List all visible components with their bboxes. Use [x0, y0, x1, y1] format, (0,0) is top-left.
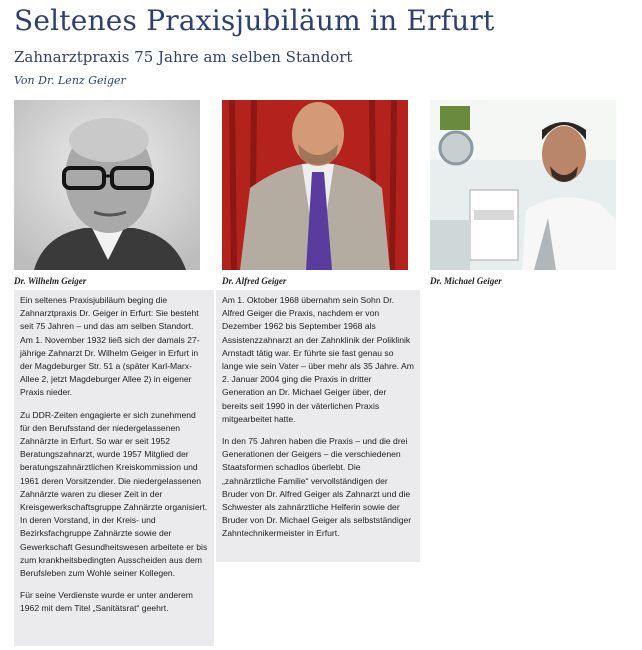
photo-wilhelm-geiger: [14, 100, 200, 270]
portrait-color-image: [222, 100, 408, 270]
photo-alfred-geiger: [222, 100, 408, 270]
paragraph: Ein seltenes Praxisjubiläum beging die Zahnarztpraxis Dr. Geiger in Erfurt: Sie besteht seit 75 Jahren – und das am selben Standort. Am 1. November 1932 ließ sich der damals 27-jährige Zahnarzt Dr. Wilhelm Geiger in Erfurt in der Magdeburger Str. 51 a (später Karl-Marx-Allee 2, jetzt Magdeburger Allee 2) in eigener Praxis nieder.: [20, 295, 200, 398]
paragraph: In den 75 Jahren haben die Praxis – und die drei Generationen der Geigers – die verschiedenen Staatsformen schadlos überlebt. Die „zahnärztliche Familie“ vervollständigen der Bruder von Dr. Alfred Geiger als Zahnarzt und die Schwester als zahnärztliche Helferin sowie der Bruder von Dr. Michael Geiger als selbstständiger Zahntechnikermeister in Erfurt.: [222, 436, 412, 539]
caption-alfred-geiger: Dr. Alfred Geiger: [222, 276, 287, 286]
photo-michael-geiger: [430, 100, 616, 270]
caption-wilhelm-geiger: Dr. Wilhelm Geiger: [14, 276, 87, 286]
article-title: Seltenes Praxisjubiläum in Erfurt: [14, 4, 495, 37]
text-column-left: [14, 290, 214, 646]
paragraph: Zu DDR-Zeiten engagierte er sich zunehmend für den Berufsstand der niedergelassenen Zahnärzte in Erfurt. So war er seit 1952 Beratungszahnarzt, wurde 1957 Mitglied der beratungszahnärztlichen Kreiskommission und 1961 deren Vorsitzender. Die niedergelassenen Zahnärzte waren zu dieser Zeit in der Kreisgewerkschaftsgruppe Zahnärzte organisiert. In deren Vorstand, in der Kreis- und Bezirksfachgruppe Zahnärzte sowie der Gewerkschaft Gesundheitswesen arbeitete er bis zum krankheitsbedingten Ausscheiden aus dem Berufsleben zum Wohle seiner Kollegen.: [20, 409, 208, 579]
paragraph: Für seine Verdienste wurde er unter anderem 1962 mit dem Titel „Sanitätsrat“ geehrt.: [20, 590, 193, 614]
article-subtitle: Zahnarztpraxis 75 Jahre am selben Standort: [14, 48, 353, 66]
article-byline: Von Dr. Lenz Geiger: [14, 74, 126, 87]
text-column-middle: [216, 290, 420, 562]
caption-michael-geiger: Dr. Michael Geiger: [430, 276, 502, 286]
paragraph: Am 1. Oktober 1968 übernahm sein Sohn Dr. Alfred Geiger die Praxis, nachdem er von Dezember 1962 bis September 1968 als Assistenzzahnarzt an der Zahnklinik der Poliklinik Arnstadt tätig war. Er führte sie fast genau so lange wie sein Vater – über mehr als 35 Jahre. Am 2. Januar 2004 ging die Praxis in dritter Generation an Dr. Michael Geiger über, der bereits seit 1990 in der väterlichen Praxis mitgearbeitet hatte.: [222, 295, 414, 424]
portrait-bw-image: [14, 100, 200, 270]
office-portrait-image: [430, 100, 616, 270]
